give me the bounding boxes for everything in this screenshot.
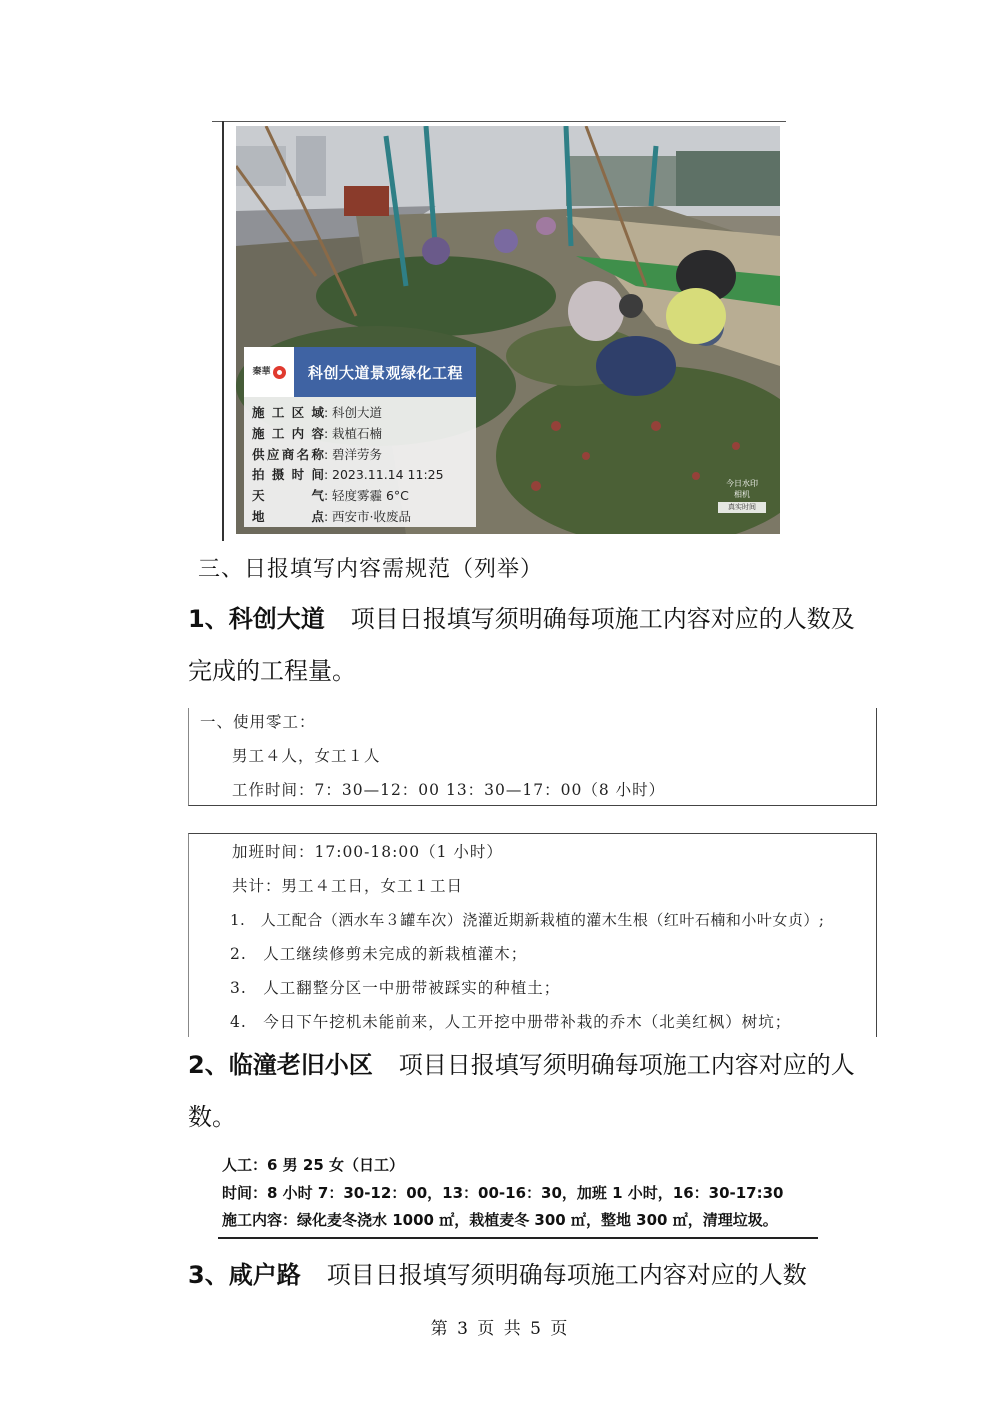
camera-app-line1: 今日水印 — [726, 479, 758, 488]
item1-lead: 1、科创大道 — [188, 605, 325, 633]
watermark-label: 地点 — [252, 508, 324, 524]
watermark-row: 施工内容 : 栽植石楠 — [252, 424, 476, 445]
watermark-value: 西安市·收废品 — [332, 508, 411, 524]
watermark-title: 科创大道景观绿化工程 — [308, 363, 464, 382]
brand-logo-text: 秦華 — [252, 366, 271, 377]
camera-app-line2: 相机 — [734, 490, 750, 499]
item3-lead: 3、咸户路 — [188, 1261, 301, 1289]
report2-item: 1. 人工配合（洒水车３罐车次）浇灌近期新栽植的灌木生根（红叶石楠和小叶女贞）; — [230, 911, 825, 929]
photo-watermark-card — [244, 347, 476, 527]
report2-item: 3. 人工翻整分区一中册带被踩实的种植土； — [230, 979, 561, 997]
watermark-label: 拍摄时间 — [252, 467, 324, 483]
report1-line: 工作时间：7：30—12：00 13：30—17：00（8 小时） — [232, 781, 666, 799]
report1-line: 一、使用零工： — [200, 713, 316, 731]
watermark-row: 地点 : 西安市·收废品 — [252, 507, 476, 528]
section-heading: 三、日报填写内容需规范（列举） — [198, 557, 544, 582]
watermark-row: 施工区域 : 科创大道 — [252, 403, 476, 424]
report1-line: 男工４人，女工１人 — [232, 747, 381, 765]
watermark-label: 施工内容 — [252, 425, 324, 441]
watermark-row: 供应商名称 : 碧洋劳务 — [252, 445, 476, 466]
item2-line2: 数。 — [188, 1103, 236, 1131]
item3-text: 项目日报填写须明确每项施工内容对应的人数 — [326, 1261, 807, 1289]
watermark-details — [244, 397, 476, 527]
report3-bottom-rule — [218, 1237, 818, 1239]
page-footer: 第 3 页 共 5 页 — [430, 1319, 570, 1339]
report2-line: 加班时间：17:00-18:00（1 小时） — [232, 843, 503, 861]
report3-line: 人工：6 男 25 女（日工） — [222, 1156, 404, 1174]
report2-line: 共计：男工４工日，女工１工日 — [232, 877, 464, 895]
watermark-value: 科创大道 — [332, 405, 383, 420]
watermark-value: 2023.11.14 11:25 — [332, 467, 444, 483]
report3-line: 施工内容：绿化麦冬浇水 1000 ㎡，栽植麦冬 300 ㎡，整地 300 ㎡，清理垃圾。 — [222, 1211, 778, 1229]
watermark-value: 轻度雾霾 6°C — [332, 488, 409, 504]
watermark-label: 施工区域 — [252, 405, 324, 420]
item1-line1 — [188, 604, 855, 634]
item3-line1 — [188, 1260, 807, 1290]
item2-line1 — [188, 1050, 855, 1080]
item1-line2: 完成的工程量。 — [188, 657, 356, 685]
report2-item: 4. 今日下午挖机未能前来，人工开挖中册带补栽的乔木（北美红枫）树坑； — [230, 1013, 792, 1031]
item2-lead: 2、临潼老旧小区 — [188, 1051, 373, 1079]
report3-line: 时间：8 小时 7：30-12：00，13：00-16：30，加班 1 小时，16：30-17:30 — [222, 1184, 784, 1202]
watermark-row: 拍摄时间 : 2023.11.14 11:25 — [252, 465, 476, 486]
watermark-value: 栽植石楠 — [332, 425, 383, 441]
watermark-label: 供应商名称 — [252, 446, 324, 462]
brand-ring-icon — [273, 366, 286, 379]
photo-frame-left-rule — [222, 121, 224, 541]
item2-text: 项目日报填写须明确每项施工内容对应的人 — [398, 1051, 855, 1079]
photo-frame-top-rule — [212, 121, 786, 122]
item1-text: 项目日报填写须明确每项施工内容对应的人数及 — [350, 605, 855, 633]
watermark-value: 碧洋劳务 — [332, 446, 383, 462]
watermark-label: 天气 — [252, 488, 324, 504]
watermark-row: 天气 : 轻度雾霾 6°C — [252, 486, 476, 507]
brand-logo — [244, 347, 294, 397]
report2-item: 2. 人工继续修剪未完成的新栽植灌木； — [230, 945, 528, 963]
camera-app-stamp: 真实时间 — [718, 502, 766, 513]
watermark-header — [244, 347, 476, 397]
daily-report-excerpt-2 — [188, 833, 877, 1037]
